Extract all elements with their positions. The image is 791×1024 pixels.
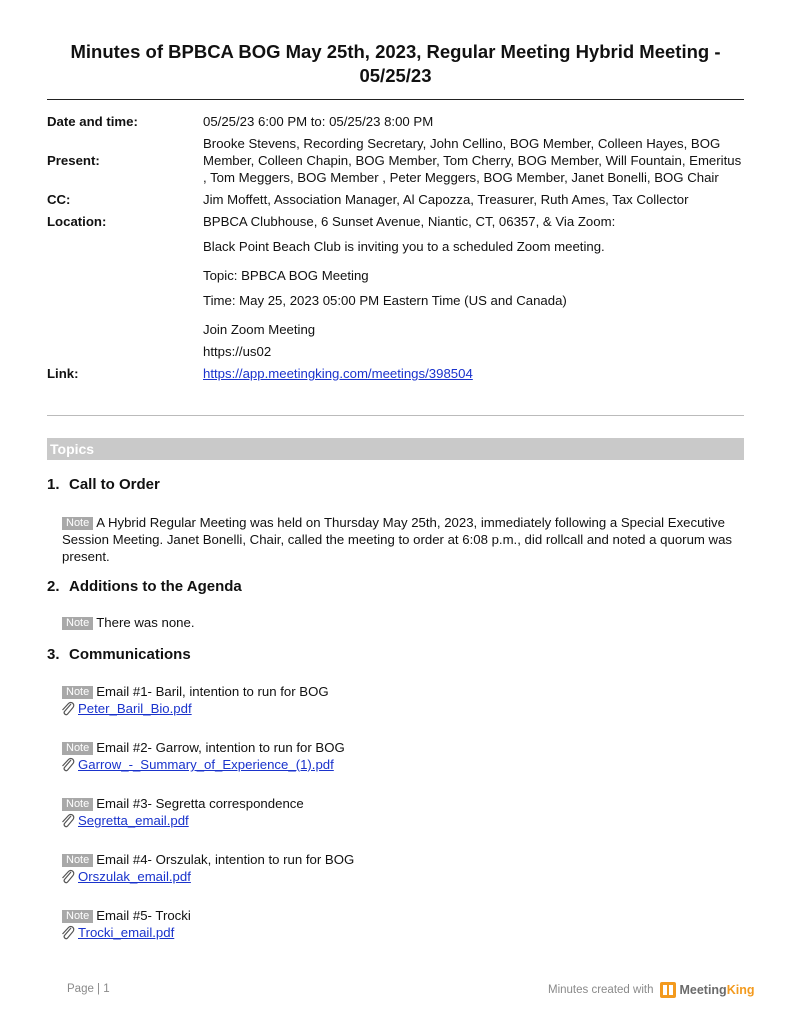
topic-title-text: Communications	[69, 646, 191, 663]
page-number: Page | 1	[67, 983, 110, 995]
title-divider	[47, 99, 744, 100]
note-text: Email #4- Orszulak, intention to run for BOG	[96, 852, 355, 867]
location-line: Time: May 25, 2023 05:00 PM Eastern Time (US and Canada)	[203, 293, 567, 308]
note	[62, 683, 744, 700]
note-tag: Note	[62, 910, 93, 923]
note-tag: Note	[62, 517, 93, 530]
topic-additions-to-agenda	[47, 578, 744, 631]
note	[62, 851, 744, 868]
created-with-text: Minutes created with	[548, 984, 654, 996]
present-value: Brooke Stevens, Recording Secretary, John Cellino, BOG Member, Colleen Hayes, BOG Member, Colleen Chapin, BOG Member, Tom Cherry, BOG Member, Will Fountain, Emeritus , Tom Meggers, BOG Member , Peter Meggers, BOG Member, Janet Bonelli, BOG Chair	[203, 136, 742, 185]
paperclip-icon	[59, 757, 77, 773]
meeting-link[interactable]: https://app.meetingking.com/meetings/398504	[203, 366, 473, 381]
topic-title	[47, 578, 744, 596]
topic-title	[47, 476, 744, 494]
location-row	[47, 213, 744, 360]
document-title: Minutes of BPBCA BOG May 25th, 2023, Regular Meeting Hybrid Meeting - 05/25/23	[70, 41, 721, 86]
topic-title-text: Call to Order	[69, 476, 160, 493]
meetingking-logo-icon	[660, 982, 676, 998]
topic-title	[47, 646, 744, 664]
date-row	[47, 113, 744, 130]
paperclip-icon	[59, 869, 77, 885]
attachment	[59, 924, 744, 941]
note-text: Email #3- Segretta correspondence	[96, 796, 304, 811]
note-text: There was none.	[96, 615, 195, 630]
link-row	[47, 365, 744, 382]
attachment-link[interactable]: Orszulak_email.pdf	[78, 869, 191, 884]
location-line: BPBCA Clubhouse, 6 Sunset Avenue, Niantic, CT, 06357, & Via Zoom:	[203, 214, 616, 229]
cc-label: CC:	[47, 192, 71, 207]
date-label: Date and time:	[47, 114, 138, 129]
topic-call-to-order	[47, 476, 744, 565]
present-row	[47, 135, 744, 186]
topic-title-text: Additions to the Agenda	[69, 578, 242, 595]
cc-value: Jim Moffett, Association Manager, Al Capozza, Treasurer, Ruth Ames, Tax Collector	[203, 192, 689, 207]
location-line: https://us02	[203, 344, 272, 359]
note-text: Email #5- Trocki	[96, 908, 191, 923]
link-label: Link:	[47, 366, 79, 381]
location-value	[203, 213, 744, 360]
location-line: Join Zoom Meeting	[203, 322, 316, 337]
note	[62, 795, 744, 812]
attachment-link[interactable]: Peter_Baril_Bio.pdf	[78, 701, 192, 716]
attachment	[59, 700, 744, 717]
link-value	[203, 365, 744, 382]
meetingking-logo-text	[679, 983, 754, 997]
present-label: Present:	[47, 153, 100, 168]
note-text: Email #2- Garrow, intention to run for BOG	[96, 740, 345, 755]
attachment-link[interactable]: Segretta_email.pdf	[78, 813, 189, 828]
location-label: Location:	[47, 214, 107, 229]
paperclip-icon	[59, 701, 77, 717]
date-value: 05/25/23 6:00 PM to: 05/25/23 8:00 PM	[203, 114, 434, 129]
note-text: Email #1- Baril, intention to run for BOG	[96, 684, 329, 699]
cc-row	[47, 191, 744, 208]
attachment	[59, 812, 744, 829]
note	[62, 514, 744, 565]
note	[62, 614, 744, 631]
meeting-details	[47, 113, 744, 387]
topic-number: 1.	[47, 476, 60, 493]
note-tag: Note	[62, 686, 93, 699]
attachment-link[interactable]: Trocki_email.pdf	[78, 925, 175, 940]
attachment-link[interactable]: Garrow_-_Summary_of_Experience_(1).pdf	[78, 757, 334, 772]
brand-part-a: Meeting	[679, 983, 727, 997]
note	[62, 907, 744, 924]
note-tag: Note	[62, 617, 93, 630]
paperclip-icon	[59, 813, 77, 829]
topic-communications	[47, 646, 744, 941]
topic-number: 2.	[47, 578, 60, 595]
brand-part-b: King	[726, 983, 755, 997]
location-line: Black Point Beach Club is inviting you to a scheduled Zoom meeting.	[203, 239, 605, 254]
paperclip-icon	[59, 925, 77, 941]
attachment	[59, 756, 744, 773]
attachment	[59, 868, 744, 885]
note-tag: Note	[62, 798, 93, 811]
note	[62, 739, 744, 756]
topics-header: Topics	[47, 438, 744, 460]
details-divider	[47, 415, 744, 416]
note-tag: Note	[62, 742, 93, 755]
note-text: A Hybrid Regular Meeting was held on Thursday May 25th, 2023, immediately following a Special Executive Session Meeting. Janet Bonelli, Chair, called the meeting to order at 6:08 p.m., did rollcall and noted a quorum was present.	[62, 515, 733, 564]
footer-branding	[548, 982, 754, 998]
location-line: Topic: BPBCA BOG Meeting	[203, 268, 369, 283]
note-tag: Note	[62, 854, 93, 867]
topic-number: 3.	[47, 646, 60, 663]
meetingking-logo[interactable]	[660, 982, 754, 998]
